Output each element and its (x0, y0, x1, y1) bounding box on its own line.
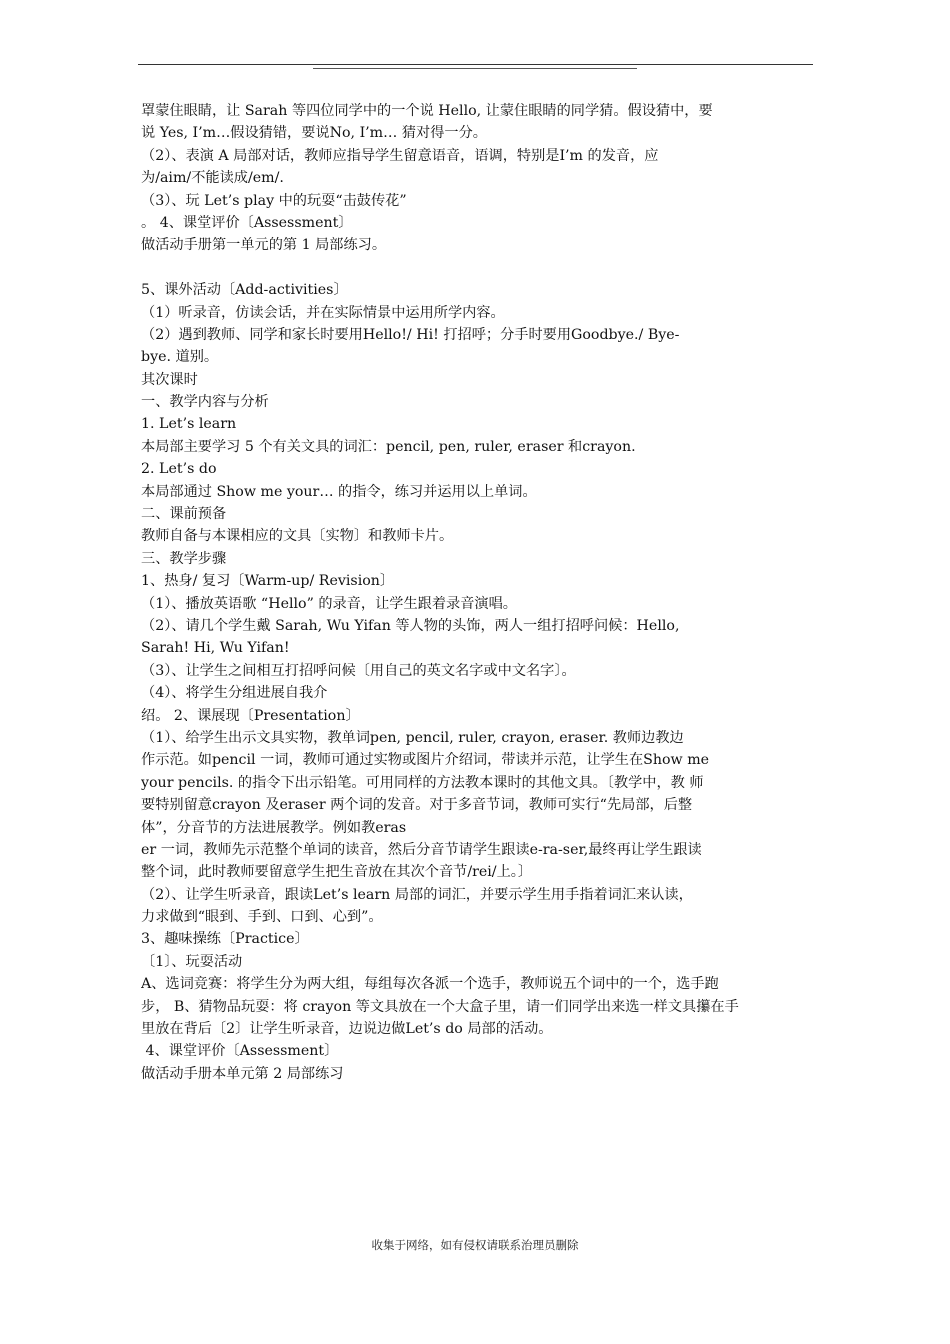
text-line: 3、趣味操练〔Practice〕 (141, 931, 309, 948)
text-line: 要特别留意crayon 及eraser 两个词的发音。对于多音节词，教师可实行“先局部，后整 (141, 797, 693, 814)
text-line: Sarah! Hi, Wu Yifan! (141, 640, 290, 657)
text-line: 一、教学内容与分析 (141, 394, 269, 411)
text-line: 作示范。如pencil 一词，教师可通过实物或图片介绍词，带读并示范，让学生在Show me (141, 752, 710, 769)
text-line: 〔1〕、玩耍活动 (141, 953, 243, 970)
text-line: （2）、让学生听录音，跟读Let’s learn 局部的词汇，并要示学生用手指着词汇来认读， (141, 886, 693, 903)
page-footer: 收集于网络，如有侵权请联系治理员删除 (371, 1238, 579, 1252)
text-line: 1. Let’s learn (141, 416, 237, 433)
text-line: （4）、将学生分组进展自我介 (141, 685, 328, 702)
document-body (141, 100, 813, 1085)
text-line: 二、课前预备 (141, 506, 227, 523)
text-line: 体”，分音节的方法进展教学。例如教eras (141, 819, 407, 836)
text-line: 力求做到“眼到、手到、口到、心到”。 (141, 909, 383, 926)
text-line: 教师自备与本课相应的文具〔实物〕和教师卡片。 (141, 528, 454, 545)
text-line: （2）、表演 A 局部对话，教师应指导学生留意语音，语调，特别是I’m 的发音，应 (141, 147, 659, 164)
text-line: 里放在背后〔2〕让学生听录音，边说边做Let’s do 局部的活动。 (141, 1021, 553, 1038)
text-line: 三、教学步骤 (141, 550, 227, 567)
text-line: 整个词，此时教师要留意学生把生音放在其次个音节/rei/上。〕 (141, 864, 533, 881)
text-line: （1）、给学生出示文具实物，教单词pen, pencil, ruler, crayon, eraser. 教师边教边 (141, 729, 684, 746)
text-line: er 一词，教师先示范整个单词的读音，然后分音节请学生跟读e-ra-ser,最终再让学生跟读 (141, 841, 702, 858)
text-line: 。 4、课堂评价〔Assessment〕 (141, 214, 353, 231)
header-rule (138, 64, 813, 65)
text-line: 本局部主要学习 5 个有关文具的词汇：pencil, pen, ruler, eraser 和crayon. (141, 438, 636, 455)
text-line: （3）、玩 Let’s play 中的玩耍“击鼓传花” (141, 192, 407, 209)
text-line: 2. Let’s do (141, 461, 217, 478)
text-line: 步， B、猜物品玩耍：将 crayon 等文具放在一个大盒子里，请一们同学出来选一样文具攥在手 (141, 998, 739, 1015)
text-line: 罩蒙住眼睛，让 Sarah 等四位同学中的一个说 Hello, 让蒙住眼睛的同学猜。假设猜中，要 (141, 103, 713, 119)
text-line: 为/aim/不能读成/em/. (141, 170, 284, 187)
text-line: 说 Yes, I’m…假设猜错，要说No, I’m… 猜对得一分。 (141, 125, 487, 142)
text-line: （1）、播放英语歌 “Hello” 的录音，让学生跟着录音演唱。 (141, 595, 517, 612)
text-line: 绍。 2、课展现〔Presentation〕 (141, 707, 360, 724)
text-line: 做活动手册本单元第 2 局部练习 (141, 1065, 344, 1082)
text-line: 其次课时 (141, 371, 198, 388)
text-line: （1）听录音，仿读会话，并在实际情景中运用所学内容。 (141, 304, 505, 321)
text-line: bye. 道别。 (141, 349, 219, 366)
text-line: 做活动手册第一单元的第 1 局部练习。 (141, 237, 387, 254)
text-line: 1、热身/ 复习〔Warm-up/ Revision〕 (141, 573, 395, 590)
text-line: （2）、请几个学生戴 Sarah, Wu Yifan 等人物的头饰，两人一组打招呼问候：Hello, (141, 617, 680, 634)
text-line: A、选词竞赛：将学生分为两大组，每组每次各派一个选手，教师说五个词中的一个，选手跑 (141, 976, 719, 993)
text-line: your pencils. 的指令下出示铅笔。可用同样的方法教本课时的其他文具。〔教学中，教 师 (141, 774, 704, 791)
text-line: 5、课外活动〔Add-activities〕 (141, 282, 348, 299)
header-subrule (313, 68, 637, 69)
text-line (141, 257, 813, 279)
text-line: 本局部通过 Show me your… 的指令，练习并运用以上单词。 (141, 483, 537, 500)
text-line: （3）、让学生之间相互打招呼问候〔用自己的英文名字或中文名字〕。 (141, 662, 576, 679)
text-line: （2）遇到教师、同学和家长时要用Hello!/ Hi! 打招呼；分手时要用Goodbye./ Bye- (141, 326, 680, 343)
text-line: 4、课堂评价〔Assessment〕 (141, 1043, 339, 1060)
